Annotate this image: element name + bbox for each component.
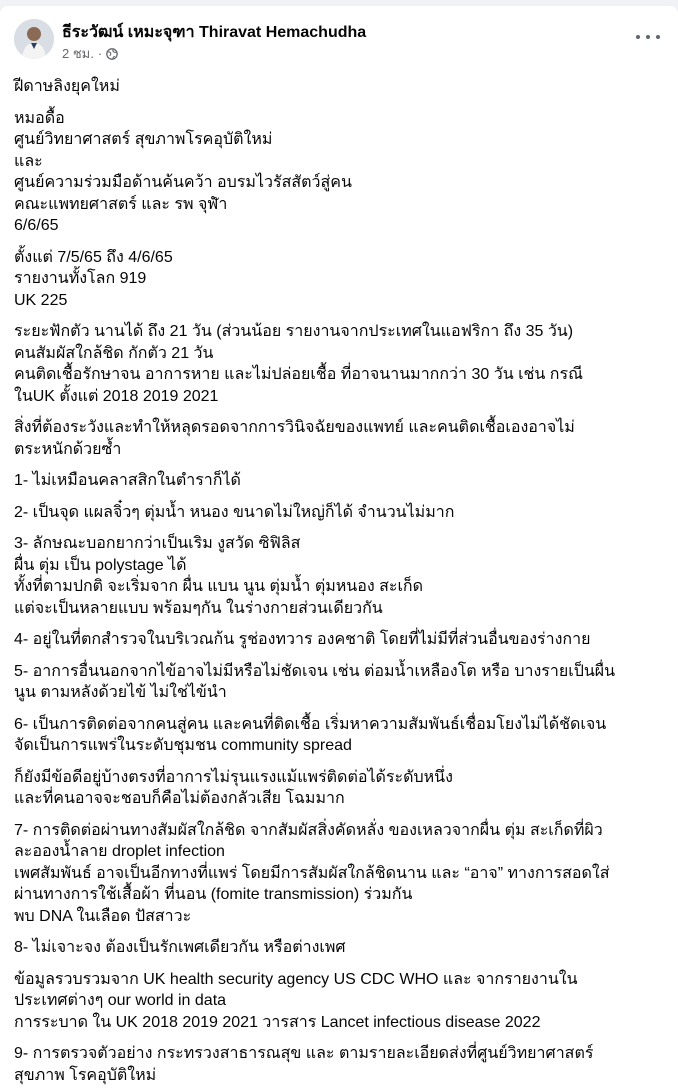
post-text-line: 1- ไม่เหมือนคลาสสิกในตำราก็ได้ [14,472,241,489]
post-text-line: 5- อาการอื่นนอกจากไข้อาจไม่มีหรือไม่ชัดเจน เช่น ต่อมน้ำเหลืองโต หรือ บางรายเป็นผื่น [14,662,616,680]
author-name[interactable]: ธีระวัฒน์ เหมะจุฑา Thiravat Hemachudha [62,24,367,41]
post-paragraph [14,820,666,928]
post-text-line: 7- การติดต่อผ่านทางสัมผัสใกล้ชิด จากสัมผัสสิ่งคัดหลั่ง ของเหลวจากผื่น ตุ่ม สะเก็ดที่ผิว [14,821,603,839]
post-paragraph [14,661,666,704]
post-text-line: 6- เป็นการติดต่อจากคนสู่คน และคนที่ติดเชื้อ เริ่มหาความสัมพันธ์เชื่อมโยงไม่ได้ชัดเจน [14,715,607,733]
post-text-line: 3- ลักษณะบอกยากว่าเป็นเริม งูสวัด ซิฟิลิส [14,535,301,552]
post-paragraph [14,629,666,651]
post-text-line: ประเทศต่างๆ our world in data [14,992,227,1009]
avatar-image [14,19,54,59]
post-paragraph [14,767,666,810]
post-text-line: 6/6/65 [14,217,59,234]
more-options-icon [636,35,640,39]
post-text-line: ทั้งที่ตามปกติ จะเริ่มจาก ผื่น แบน นูน ตุ่มน้ำ ตุ่มหนอง สะเก็ด [14,578,424,595]
globe-icon[interactable] [106,48,118,60]
post-text-line: เพศสัมพันธ์ อาจเป็นอีกทางที่แพร่ โดยมีการสัมผัสใกล้ชิดนาน และ “อาจ” ทางการสอดใส่ [14,864,610,882]
more-options-button[interactable] [636,30,660,44]
post-text-line: UK 225 [14,291,68,309]
post-text-line: จัดเป็นการแพร่ในระดับชุมชน community spread [14,737,352,754]
post-text-line: 9- การตรวจตัวอย่าง กระทรวงสาธารณสุข และ ตามรายละเอียดส่งที่ศูนย์วิทยาศาสตร์ [14,1045,594,1062]
post-paragraph [14,470,666,492]
post-text-line: นูน ตามหลังด้วยไข้ ไม่ใช่ไข้นำ [14,684,227,701]
post-paragraph [14,76,666,98]
post-text-line: ระยะฟักตัว นานได้ ถึง 21 วัน (ส่วนน้อย รายงานจากประเทศในแอฟริกา ถึง 35 วัน) [14,323,574,340]
post-text-line: และ [14,152,43,170]
avatar[interactable] [14,19,54,59]
post-paragraph [14,502,666,524]
post-paragraph [14,1043,666,1086]
post-time[interactable]: 2 ชม. [62,46,94,61]
post-text-line: 4- อยู่ในที่ตกสำรวจในบริเวณก้น รูช่องทวาร องคชาติ โดยที่ไม่มีที่ส่วนอื่นของร่างกาย [14,631,591,648]
post-paragraph [14,533,666,619]
post-text-line: และที่คนอาจจะชอบก็คือไม่ต้องกลัวเสีย โฉมมาก [14,790,345,807]
post-meta [62,43,118,64]
post-text-line: แต่จะเป็นหลายแบบ พร้อมๆกัน ในร่างกายส่วนเดียวกัน [14,599,383,617]
post-paragraph [14,321,666,407]
post-text-line: พบ DNA ในเลือด ปัสสาวะ [14,907,192,925]
post-text-line: คณะแพทยศาสตร์ และ รพ จุฬำ [14,195,228,213]
post-body [14,76,666,1090]
post-text-line: ผื่น ตุ่ม เป็น polystage ได้ [14,556,187,574]
post-text-line: ตระหนักด้วยซ้ำ [14,440,122,458]
post-text-line: 2- เป็นจุด แผลจิ๋วๆ ตุ่มน้ำ หนอง ขนาดไม่ใหญ่ก็ได้ จำนวนไม่มาก [14,503,455,521]
post-paragraph [14,969,666,1034]
post-paragraph [14,108,666,237]
post-text-line: สุขภาพ โรคอุบัติใหม่ [14,1066,157,1084]
post-text-line: ตั้งแต่ 7/5/65 ถึง 4/6/65 [14,248,173,266]
post-text-line: ผ่านทางการใช้เสื้อผ้า ที่นอน (fomite transmission) ร่วมกัน [14,886,413,903]
post-text-line: คนติดเชื้อรักษาจน อาการหาย และไม่ปล่อยเชื้อ ที่อาจนานมากกว่า 30 วัน เช่น กรณี [14,366,583,383]
post-text-line: ฝีดาษลิงยุคใหม่ [14,78,120,95]
post-text-line: สิ่งที่ต้องระวังและทำให้หลุดรอดจากการวินิจฉัยของแพทย์ และคนติดเชื้อเองอาจไม่ [14,419,575,436]
post-paragraph [14,714,666,757]
post-text-line: 8- ไม่เจาะจง ต้องเป็นรักเพศเดียวกัน หรือต่างเพศ [14,939,346,956]
post-paragraph [14,417,666,460]
post-text-line: ในUK ตั้งแต่ 2018 2019 2021 [14,387,219,405]
post-text-line: หมอดื้อ [14,109,65,127]
post-text-line: รายงานทั้งโลก 919 [14,270,147,287]
post-paragraph [14,937,666,959]
post-text-line: ศูนย์ความร่วมมือด้านค้นคว้า อบรมไวรัสสัตว์สู่คน [14,174,352,191]
post-card [0,6,678,1090]
post-paragraph [14,247,666,312]
post-text-line: คนสัมผัสใกล้ชิด กักตัว 21 วัน [14,344,214,362]
post-text-line: การระบาด ใน UK 2018 2019 2021 วารสาร Lancet infectious disease 2022 [14,1013,541,1031]
post-text-line: ศูนย์วิทยาศาสตร์ สุขภาพโรคอุบัติใหม่ [14,131,273,148]
post-text-line: ก็ยังมีข้อดีอยู่บ้างตรงที่อาการไม่รุนแรงแม้แพร่ติดต่อได้ระดับหนึ่ง [14,768,453,786]
post-text-line: ละอองน้ำลาย droplet infection [14,843,225,860]
meta-separator: · [97,46,103,61]
post-text-line: ข้อมูลรวบรวมจาก UK health security agency US CDC WHO และ จากรายงานใน [14,970,578,988]
